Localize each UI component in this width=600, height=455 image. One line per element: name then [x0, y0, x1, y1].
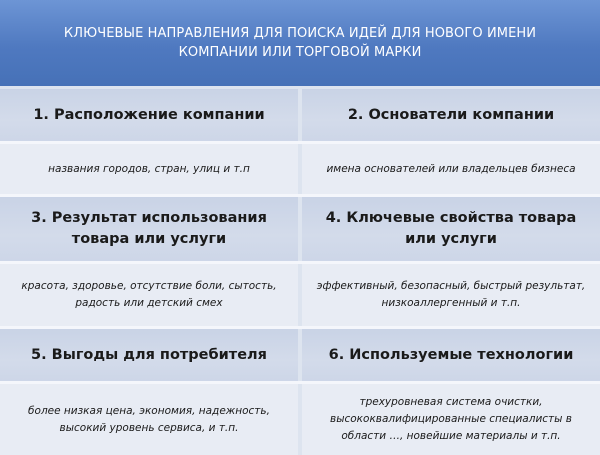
- header-row-3: [0, 329, 600, 381]
- description-consumer-benefits: более низкая цена, экономия, надежность, высокий уровень сервиса, и т.п.: [0, 384, 298, 455]
- description-row-3: [0, 384, 600, 455]
- header-technologies-used: 6. Используемые технологии: [302, 329, 600, 381]
- header-company-location: 1. Расположение компании: [0, 89, 298, 141]
- table-title: КЛЮЧЕВЫЕ НАПРАВЛЕНИЯ ДЛЯ ПОИСКА ИДЕЙ ДЛЯ НОВОГО ИМЕНИ КОМПАНИИ ИЛИ ТОРГОВОЙ МАРКИ: [0, 0, 600, 86]
- description-row-1: [0, 144, 600, 194]
- description-company-location: названия городов, стран, улиц и т.п: [0, 144, 298, 194]
- description-company-founders: имена основателей или владельцев бизнеса: [302, 144, 600, 194]
- header-consumer-benefits: 5. Выгоды для потребителя: [0, 329, 298, 381]
- header-company-founders: 2. Основатели компании: [302, 89, 600, 141]
- header-row-1: [0, 89, 600, 141]
- header-usage-result: 3. Результат использования товара или услуги: [0, 197, 298, 261]
- description-usage-result: красота, здоровье, отсутствие боли, сытость, радость или детский смех: [0, 264, 298, 326]
- description-row-2: [0, 264, 600, 326]
- description-key-properties: эффективный, безопасный, быстрый результат, низкоаллергенный и т.п.: [302, 264, 600, 326]
- header-row-2: [0, 197, 600, 261]
- header-key-properties: 4. Ключевые свойства товара или услуги: [302, 197, 600, 261]
- description-technologies-used: трехуровневая система очистки, высококвалифицированные специалисты в области …, новейшие материалы и т.п.: [302, 384, 600, 455]
